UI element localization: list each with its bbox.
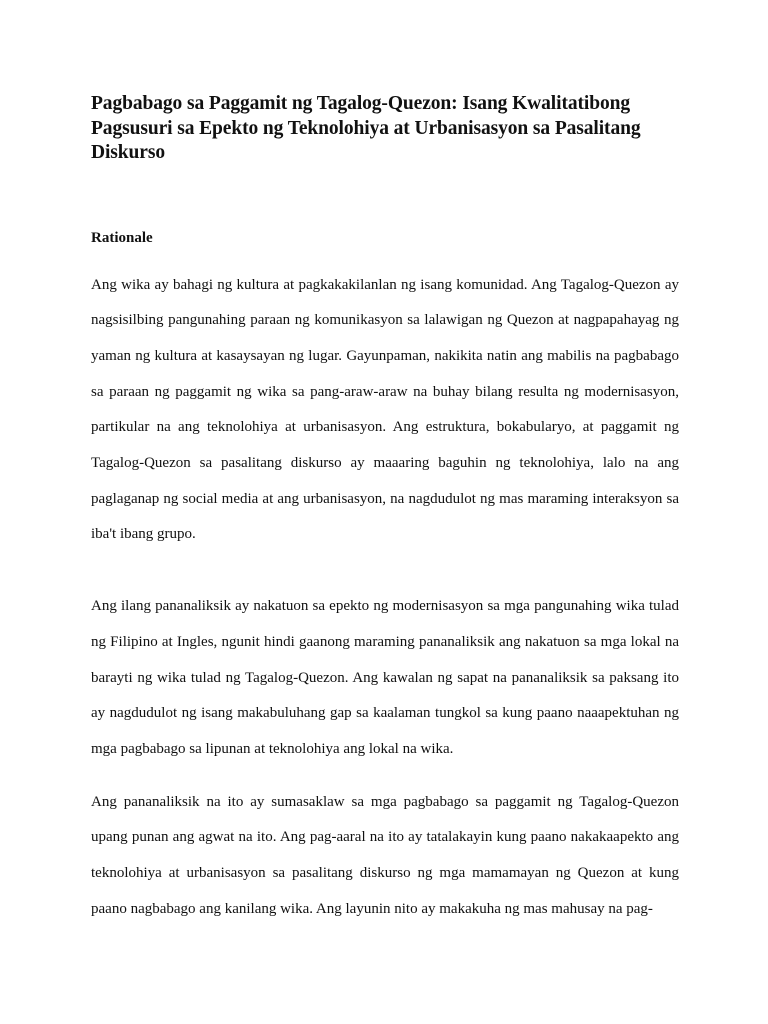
body-paragraph-2: Ang ilang pananaliksik ay nakatuon sa epekto ng modernisasyon sa mga pangunahing wika tulad ng Filipino at Ingles, ngunit hindi gaanong maraming pananaliksik ang nakatuon sa mga lokal na barayti ng wika tulad ng Tagalog-Quezon. Ang kawalan ng sapat na pananaliksik sa paksang ito ay nagdudulot ng isang makabuluhang gap sa kaalaman tungkol sa kung paano naaapektuhan ng mga pagbabago sa lipunan at teknolohiya ang lokal na wika. [91,598,679,757]
document-page [91,92,679,927]
section-heading-rationale: Rationale [91,229,153,246]
body-paragraph-3: Ang pananaliksik na ito ay sumasaklaw sa mga pagbabago sa paggamit ng Tagalog-Quezon upang punan ang agwat na ito. Ang pag-aaral na ito ay tatalakayin kung paano nakakaapekto ang teknolohiya at urbanisasyon sa pasalitang diskurso ng mga mamamayan ng Quezon at kung paano nagbabago ang kanilang wika. Ang layunin nito ay makakuha ng mas mahusay na pag- [91,793,679,917]
document-title: Pagbabago sa Paggamit ng Tagalog-Quezon: Isang Kwalitatibong Pagsusuri sa Epekto ng Teknolohiya at Urbanisasyon sa Pasalitang Diskurso [91,93,641,163]
body-paragraph-1: Ang wika ay bahagi ng kultura at pagkakakilanlan ng isang komunidad. Ang Tagalog-Quezon ay nagsisilbing pangunahing paraan ng komunikasyon sa lalawigan ng Quezon at nagpapahayag ng yaman ng kultura at kasaysayan ng lugar. Gayunpaman, nakikita natin ang mabilis na pagbabago sa paraan ng paggamit ng wika sa pang-araw-araw na buhay bilang resulta ng modernisasyon, partikular na ang teknolohiya at urbanisasyon. Ang estruktura, bokabularyo, at paggamit ng Tagalog-Quezon sa pasalitang diskurso ay maaaring baguhin ng teknolohiya, lalo na ang paglaganap ng social media at ang urbanisasyon, na nagdudulot ng mas maraming interaksyon sa iba't ibang grupo. [91,276,679,543]
